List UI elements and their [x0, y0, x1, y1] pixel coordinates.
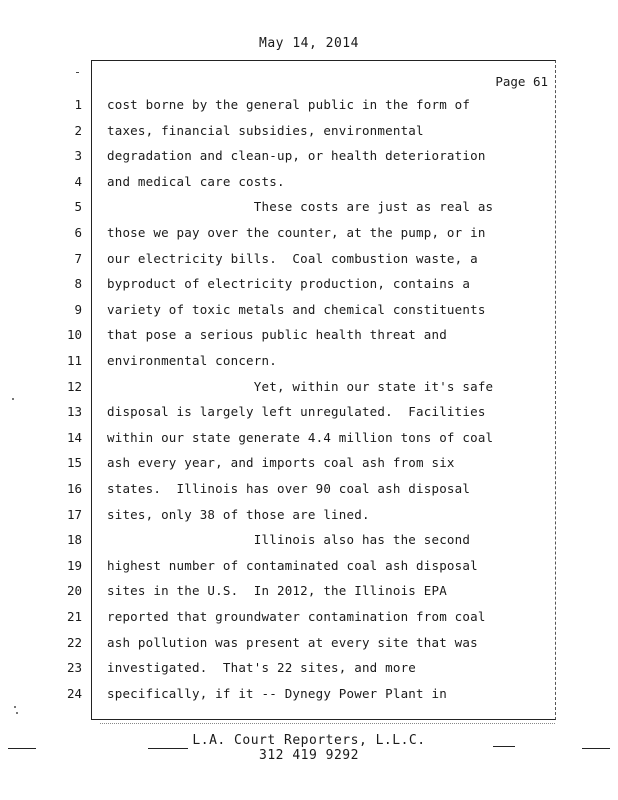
transcript-line: [0, 199, 618, 219]
line-number: 17: [66, 506, 82, 522]
transcript-line: [0, 327, 618, 347]
line-text: states. Illinois has over 90 coal ash disposal: [107, 481, 471, 496]
line-number: 21: [66, 609, 82, 624]
line-text: those we pay over the counter, at the pump, or in: [107, 225, 486, 240]
line-text: and medical care costs.: [107, 173, 285, 189]
transcript-line: [0, 583, 618, 603]
line-text: our electricity bills. Coal combustion waste, a: [107, 250, 478, 266]
line-text: specifically, if it -- Dynegy Power Plant in: [107, 685, 447, 701]
line-number: 10: [66, 327, 82, 343]
line-text: variety of toxic metals and chemical constituents: [107, 301, 486, 317]
line-number: 22: [66, 634, 82, 650]
transcript-line: [0, 660, 618, 680]
footer-phone: 312 419 9292: [259, 748, 359, 763]
line-number: 8: [74, 276, 82, 292]
scan-speck: [12, 398, 14, 400]
line-text: ash pollution was present at every site that was: [107, 634, 478, 650]
transcript-line: [0, 481, 618, 501]
transcript-line: [0, 558, 618, 578]
transcript-line: [0, 174, 618, 194]
line-number: 3: [74, 148, 82, 164]
transcript-line: [0, 609, 618, 629]
line-number: 15: [66, 455, 82, 471]
page-bottom-rule: [100, 723, 555, 724]
line-text: sites in the U.S. In 2012, the Illinois EPA: [107, 583, 447, 599]
transcript-line: [0, 225, 618, 245]
line-number: 20: [66, 583, 82, 599]
footer-company: L.A. Court Reporters, L.L.C.: [192, 733, 426, 748]
line-number: 13: [66, 404, 82, 420]
page-number: Page 61: [495, 74, 548, 89]
transcript-line: [0, 635, 618, 655]
line-number: 1: [74, 97, 82, 112]
line-text: byproduct of electricity production, contains a: [107, 276, 471, 292]
margin-tick: [76, 72, 79, 73]
transcript-line: [0, 97, 618, 117]
scan-speck: [16, 712, 18, 714]
line-number: 6: [74, 225, 82, 240]
line-text: investigated. That's 22 sites, and more: [107, 660, 417, 676]
line-number: 4: [74, 173, 82, 189]
line-text: sites, only 38 of those are lined.: [107, 506, 370, 522]
transcript-line: [0, 123, 618, 143]
line-text: degradation and clean-up, or health deterioration: [107, 148, 486, 164]
transcript-line: [0, 148, 618, 168]
line-text: cost borne by the general public in the form of: [107, 97, 471, 112]
line-number: 24: [66, 685, 82, 701]
transcript-line: [0, 532, 618, 552]
line-text: within our state generate 4.4 million tons of coal: [107, 429, 494, 445]
line-number: 23: [66, 660, 82, 676]
line-number: 19: [66, 557, 82, 573]
line-text: Illinois also has the second: [107, 532, 471, 548]
line-number: 5: [74, 199, 82, 215]
transcript-line: [0, 276, 618, 296]
line-text: ash every year, and imports coal ash from six: [107, 455, 455, 471]
line-text: Yet, within our state it's safe: [107, 378, 494, 394]
transcript-line: [0, 455, 618, 475]
line-text: that pose a serious public health threat and: [107, 327, 447, 343]
line-number: 16: [66, 481, 82, 496]
line-number: 9: [74, 301, 82, 317]
transcript-line: [0, 404, 618, 424]
line-number: 14: [66, 429, 82, 445]
transcript-line: [0, 430, 618, 450]
transcript-line: [0, 353, 618, 373]
line-text: taxes, financial subsidies, environmental: [107, 122, 424, 138]
scan-speck: [14, 706, 16, 708]
line-text: environmental concern.: [107, 353, 277, 368]
transcript-line: [0, 302, 618, 322]
line-text: disposal is largely left unregulated. Facilities: [107, 404, 486, 420]
line-text: reported that groundwater contamination from coal: [107, 609, 486, 624]
line-text: highest number of contaminated coal ash disposal: [107, 557, 478, 573]
transcript-line: [0, 686, 618, 706]
line-number: 12: [66, 378, 82, 394]
line-number: 18: [66, 532, 82, 548]
line-number: 2: [74, 122, 82, 138]
line-number: 7: [74, 250, 82, 266]
transcript-line: [0, 379, 618, 399]
transcript-line: [0, 251, 618, 271]
transcript-line: [0, 507, 618, 527]
transcript-date: May 14, 2014: [259, 36, 359, 51]
line-text: These costs are just as real as: [107, 199, 494, 215]
line-number: 11: [66, 353, 82, 368]
